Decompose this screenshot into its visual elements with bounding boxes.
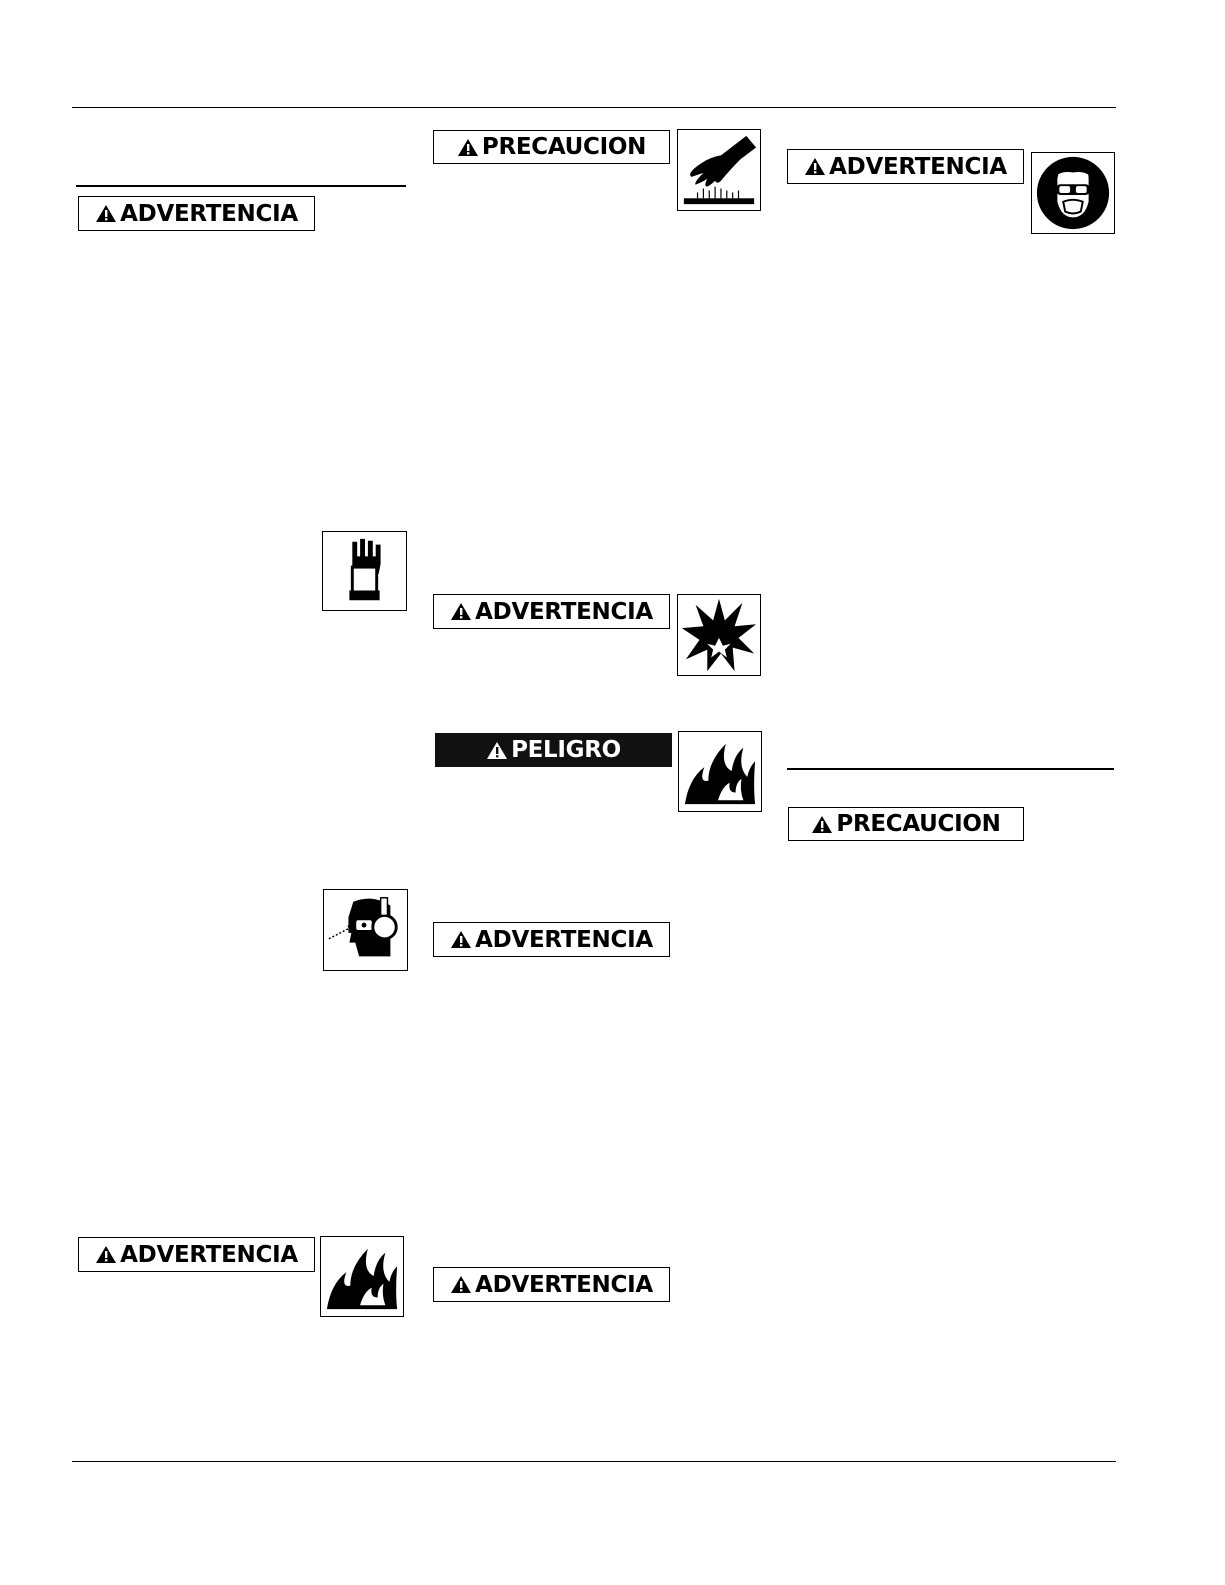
warning-triangle-icon xyxy=(811,815,833,834)
advertencia-text: ADVERTENCIA xyxy=(120,1241,298,1268)
advertencia-text: ADVERTENCIA xyxy=(475,926,653,953)
warning-triangle-icon xyxy=(486,741,508,760)
section-rule-right xyxy=(787,768,1114,770)
section-rule-left xyxy=(76,185,406,187)
fire-icon xyxy=(320,1236,404,1317)
warning-triangle-icon xyxy=(457,138,479,157)
precaucion-label xyxy=(788,807,1024,841)
explosion-icon xyxy=(677,594,761,676)
warning-triangle-icon xyxy=(804,157,826,176)
peligro-text: PELIGRO xyxy=(511,737,621,763)
advertencia-text: ADVERTENCIA xyxy=(475,598,653,625)
warning-triangle-icon xyxy=(95,204,117,223)
eye-ear-protection-icon xyxy=(323,889,408,971)
precaucion-text: PRECAUCION xyxy=(481,134,647,160)
advertencia-label xyxy=(78,196,315,231)
bottom-rule xyxy=(72,1461,1116,1462)
hot-surface-icon xyxy=(677,129,761,211)
warning-triangle-icon xyxy=(450,930,472,949)
precaucion-text: PRECAUCION xyxy=(836,811,1001,837)
advertencia-label xyxy=(787,149,1024,184)
warning-triangle-icon xyxy=(450,602,472,621)
top-rule xyxy=(72,107,1116,108)
advertencia-label xyxy=(433,1267,670,1302)
warning-triangle-icon xyxy=(95,1245,117,1264)
advertencia-text: ADVERTENCIA xyxy=(475,1271,653,1298)
advertencia-label xyxy=(78,1237,315,1272)
fire-icon xyxy=(678,731,762,812)
peligro-label xyxy=(435,733,672,767)
goggles-face-icon xyxy=(1031,152,1115,234)
warning-triangle-icon xyxy=(450,1275,472,1294)
glove-icon xyxy=(322,531,407,611)
advertencia-label xyxy=(433,922,670,957)
advertencia-text: ADVERTENCIA xyxy=(120,200,298,227)
precaucion-label xyxy=(433,130,670,164)
advertencia-text: ADVERTENCIA xyxy=(829,153,1007,180)
advertencia-label xyxy=(433,594,670,629)
